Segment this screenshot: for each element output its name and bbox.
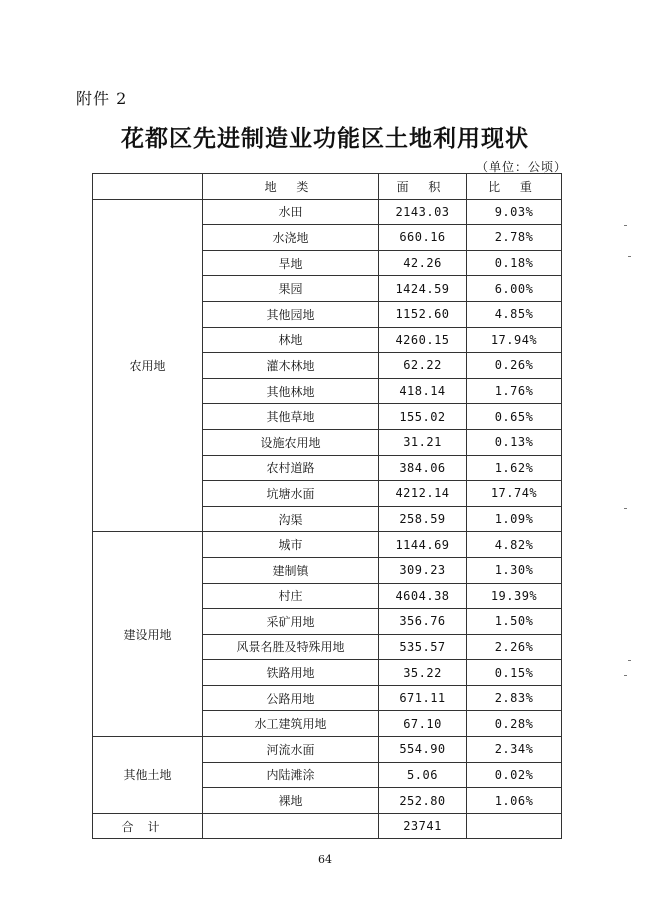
ratio-cell: 2.78% [467,225,562,251]
land-type-cell: 坑塘水面 [203,481,379,507]
category-cell: 建设用地 [93,532,203,737]
land-type-cell: 河流水面 [203,737,379,763]
ratio-cell: 17.94% [467,327,562,353]
land-type-cell: 旱地 [203,250,379,276]
ratio-cell: 0.65% [467,404,562,430]
ratio-cell: 0.15% [467,660,562,686]
area-cell: 1424.59 [379,276,467,302]
header-land-type: 地 类 [203,174,379,200]
area-cell: 2143.03 [379,199,467,225]
ratio-cell: 4.82% [467,532,562,558]
ratio-cell: 1.76% [467,378,562,404]
area-cell: 67.10 [379,711,467,737]
ratio-cell: 17.74% [467,481,562,507]
scan-mark [628,660,631,661]
page-number: 64 [318,853,332,866]
area-cell: 1144.69 [379,532,467,558]
area-cell: 42.26 [379,250,467,276]
header-area: 面 积 [379,174,467,200]
header-ratio: 比 重 [467,174,562,200]
area-cell: 35.22 [379,660,467,686]
land-type-cell: 水工建筑用地 [203,711,379,737]
area-cell: 671.11 [379,685,467,711]
ratio-cell: 0.02% [467,762,562,788]
land-type-cell: 灌木林地 [203,353,379,379]
area-cell: 155.02 [379,404,467,430]
land-type-cell: 内陆滩涂 [203,762,379,788]
land-type-cell: 水浇地 [203,225,379,251]
land-type-cell: 其他草地 [203,404,379,430]
area-cell: 309.23 [379,557,467,583]
scan-mark [624,508,627,509]
land-type-cell: 公路用地 [203,685,379,711]
ratio-cell: 0.18% [467,250,562,276]
land-type-cell: 村庄 [203,583,379,609]
area-cell: 4604.38 [379,583,467,609]
attachment-label: 附件 2 [76,89,128,108]
land-type-cell: 果园 [203,276,379,302]
area-cell: 1152.60 [379,301,467,327]
ratio-cell: 1.06% [467,788,562,814]
ratio-cell: 0.26% [467,353,562,379]
scan-mark [628,256,631,257]
land-type-cell: 设施农用地 [203,429,379,455]
land-type-cell: 水田 [203,199,379,225]
ratio-cell: 4.85% [467,301,562,327]
area-cell: 4212.14 [379,481,467,507]
table-row [93,737,562,763]
land-type-cell: 风景名胜及特殊用地 [203,634,379,660]
land-type-cell: 沟渠 [203,506,379,532]
area-cell: 356.76 [379,609,467,635]
area-cell: 258.59 [379,506,467,532]
ratio-cell: 6.00% [467,276,562,302]
land-type-cell: 农村道路 [203,455,379,481]
category-cell: 其他土地 [93,737,203,814]
ratio-cell: 9.03% [467,199,562,225]
total-area: 23741 [379,813,467,839]
area-cell: 554.90 [379,737,467,763]
page-title: 花都区先进制造业功能区土地利用现状 [121,126,529,152]
land-type-cell: 建制镇 [203,557,379,583]
land-type-cell: 采矿用地 [203,609,379,635]
land-type-cell: 其他林地 [203,378,379,404]
ratio-cell: 19.39% [467,583,562,609]
ratio-cell: 0.13% [467,429,562,455]
unit-note: （单位：公顷） [476,160,568,174]
total-land-type-cell [203,813,379,839]
area-cell: 252.80 [379,788,467,814]
ratio-cell: 1.09% [467,506,562,532]
total-label: 合计 [93,813,203,839]
table-row [93,199,562,225]
land-use-table [92,173,562,839]
land-use-table-body [93,174,562,839]
table-header-row [93,174,562,200]
ratio-cell: 0.28% [467,711,562,737]
total-ratio [467,813,562,839]
area-cell: 535.57 [379,634,467,660]
land-type-cell: 其他园地 [203,301,379,327]
ratio-cell: 1.62% [467,455,562,481]
area-cell: 5.06 [379,762,467,788]
land-type-cell: 铁路用地 [203,660,379,686]
area-cell: 62.22 [379,353,467,379]
scan-mark [624,675,627,676]
ratio-cell: 2.34% [467,737,562,763]
area-cell: 384.06 [379,455,467,481]
ratio-cell: 2.83% [467,685,562,711]
scan-mark [624,225,627,226]
land-type-cell: 林地 [203,327,379,353]
ratio-cell: 1.50% [467,609,562,635]
total-row [93,813,562,839]
ratio-cell: 1.30% [467,557,562,583]
category-cell: 农用地 [93,199,203,532]
land-type-cell: 城市 [203,532,379,558]
table-row [93,532,562,558]
ratio-cell: 2.26% [467,634,562,660]
land-type-cell: 裸地 [203,788,379,814]
area-cell: 418.14 [379,378,467,404]
area-cell: 4260.15 [379,327,467,353]
area-cell: 31.21 [379,429,467,455]
header-category [93,174,203,200]
area-cell: 660.16 [379,225,467,251]
